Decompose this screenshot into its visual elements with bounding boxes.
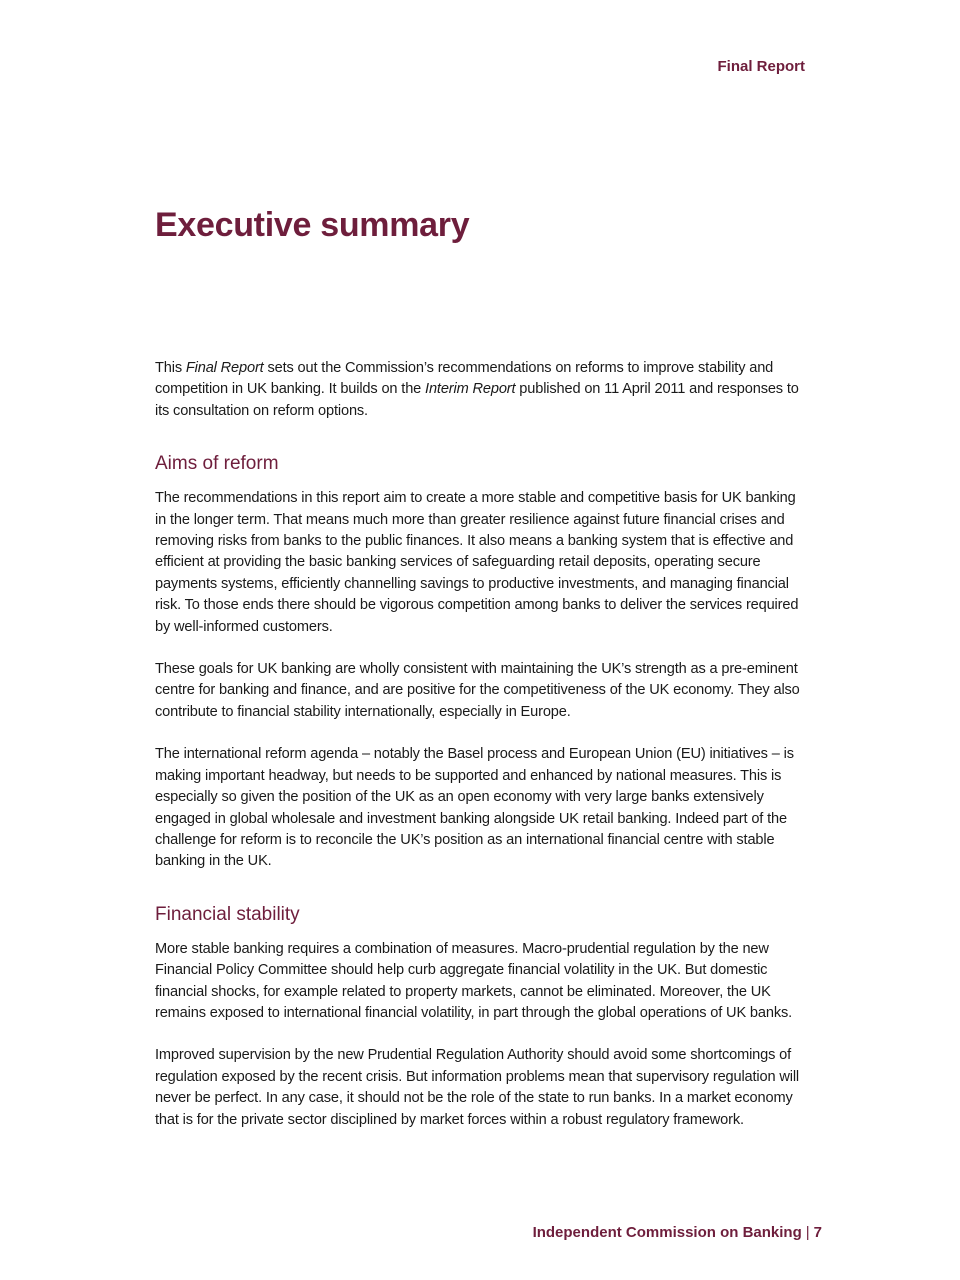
intro-emphasis-final-report: Final Report [185, 360, 264, 376]
footer-separator: | [805, 1224, 810, 1241]
section-heading: Aims of reform [155, 453, 279, 475]
paragraph: The international reform agenda – notably the Basel process and European Union (EU) initiatives – is making important headway, but needs to be supported and enhanced by national measures. This is especially so given the position of the UK as an open economy with very large banks extensively engaged in global wholesale and investment banking alongside UK retail banking. Indeed part of the challenge for reform is to reconcile the UK’s position as an international financial centre with stable banking in the UK. [155, 746, 794, 870]
running-header: Final Report [717, 58, 805, 75]
section-financial-stability [155, 903, 810, 1131]
intro-text-3: published on 11 April 2011 and responses to its consultation on reform options. [155, 381, 799, 419]
page-footer [533, 1224, 822, 1241]
document-body [155, 358, 810, 1161]
section-aims-of-reform [155, 452, 810, 873]
paragraph: These goals for UK banking are wholly consistent with maintaining the UK’s strength as a pre-eminent centre for banking and finance, and are positive for the competitiveness of the UK economy. They also contribute to financial stability internationally, especially in Europe. [155, 661, 800, 720]
intro-emphasis-interim-report: Interim Report [425, 381, 516, 398]
paragraph: The recommendations in this report aim to create a more stable and competitive basis for UK banking in the longer term. That means much more than greater resilience against future financial crises and removing risks from banks to the public finances. It also means a banking system that is effective and efficient at providing the basic banking services of safeguarding retail deposits, operating secure payments systems, efficiently channelling savings to productive investments, and managing financial risk. To those ends there should be vigorous competition among banks to deliver the services required by well-informed customers. [155, 490, 799, 635]
intro-paragraph [155, 358, 810, 422]
intro-text-2: sets out the Commission’s recommendations on reforms to improve stability and competition in UK banking. It builds on the [155, 360, 774, 398]
page-title: Executive summary [155, 206, 470, 244]
paragraph: Improved supervision by the new Prudential Regulation Authority should avoid some shortcomings of regulation exposed by the recent crisis. But information problems mean that supervisory regulation will never be perfect. In any case, it should not be the role of the state to run banks. In a market economy that is for the private sector disciplined by market forces within a robust regulatory framework. [155, 1047, 800, 1128]
intro-text-1: This [155, 360, 186, 376]
section-heading: Financial stability [155, 903, 300, 925]
footer-publisher: Independent Commission on Banking [532, 1224, 802, 1241]
page-number: 7 [813, 1224, 822, 1241]
paragraph: More stable banking requires a combination of measures. Macro-prudential regulation by the new Financial Policy Committee should help curb aggregate financial volatility in the UK. But domestic financial shocks, for example related to property markets, cannot be eliminated. Moreover, the UK remains exposed to international financial volatility, in part through the global operations of UK banks. [155, 940, 793, 1021]
